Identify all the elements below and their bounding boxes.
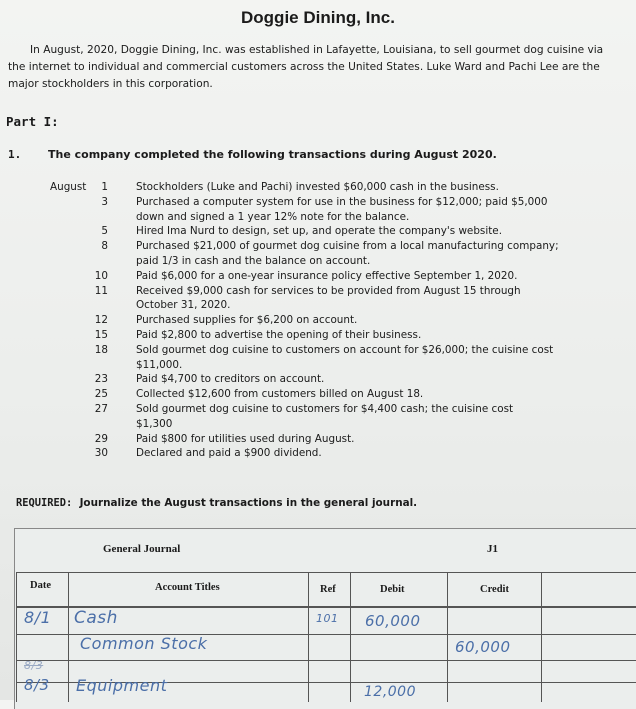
transaction-day: 29 [94, 432, 108, 445]
transaction-description: Collected $12,600 from customers billed on August 18. [136, 388, 424, 401]
transaction-day: 3 [101, 195, 108, 208]
column-date: Date [30, 580, 51, 591]
entry-1-date[interactable]: 8/1 [24, 608, 52, 627]
transaction-description: Purchased supplies for $6,200 on account. [136, 314, 358, 327]
transaction-description: $11,000. [136, 358, 183, 371]
transaction-day: 5 [101, 225, 108, 238]
transaction-day: 10 [94, 269, 108, 282]
transaction-description: Sold gourmet dog cuisine to customers on account for $26,000; the cuisine cost [136, 343, 554, 356]
intro-text: In August, 2020, Doggie Dining, Inc. was established in Lafayette, Louisiana, to sell gourmet dog cuisine via the internet to individual and commercial customers across the United States. Luke Ward and Pachi Lee are the major stockholders in this corporation. [8, 44, 604, 90]
journal-page-ref: J1 [487, 543, 498, 555]
transaction-description: Hired Ima Nurd to design, set up, and operate the company's website. [136, 225, 502, 238]
transaction-description: Paid $4,700 to creditors on account. [136, 373, 325, 386]
transaction-description: Declared and paid a $900 dividend. [136, 447, 322, 460]
question-number: 1. [8, 148, 22, 161]
transaction-description: Paid $6,000 for a one-year insurance policy effective September 1, 2020. [136, 269, 518, 282]
intro-paragraph [8, 42, 608, 93]
entry-3-account[interactable]: Equipment [76, 676, 168, 695]
transaction-description: Paid $800 for utilities used during August. [136, 432, 355, 445]
transaction-description: down and signed a 1 year 12% note for the balance. [136, 210, 410, 223]
question-text: The company completed the following transactions during August 2020. [48, 148, 497, 161]
transaction-description: paid 1/3 in cash and the balance on account. [136, 255, 371, 267]
transaction-day: 23 [94, 373, 108, 386]
transaction-description: Sold gourmet dog cuisine to customers for $4,400 cash; the cuisine cost [136, 403, 514, 415]
journal-title: General Journal [103, 543, 181, 555]
struck-date: 8/3 [24, 659, 44, 672]
column-debit: Debit [380, 584, 405, 595]
transaction-day: 11 [94, 284, 108, 297]
transaction-day: 18 [94, 343, 108, 356]
entry-2-account[interactable]: Common Stock [80, 634, 208, 653]
transaction-day: 25 [94, 388, 108, 401]
column-ref: Ref [320, 584, 336, 595]
transaction-day: 1 [101, 181, 108, 193]
required-instruction [16, 497, 417, 509]
transaction-description: October 31, 2020. [136, 299, 231, 312]
required-label: REQUIRED: [16, 497, 73, 509]
transaction-day: 27 [94, 403, 108, 415]
transaction-month: August [50, 181, 87, 193]
column-credit: Credit [480, 584, 509, 595]
entry-3-date[interactable]: 8/3 [24, 676, 50, 694]
journal-grid [10, 572, 636, 702]
entry-1-ref[interactable]: 101 [316, 612, 339, 625]
transaction-description: Purchased $21,000 of gourmet dog cuisine from a local manufacturing company; [136, 240, 559, 253]
transaction-description: Stockholders (Luke and Pachi) invested $60,000 cash in the business. [136, 181, 499, 193]
entry-1-debit[interactable]: 60,000 [365, 612, 421, 630]
part-label: Part I: [6, 114, 59, 129]
transaction-description: $1,300 [136, 417, 173, 430]
transaction-day: 12 [94, 314, 108, 327]
transaction-description: Received $9,000 cash for services to be provided from August 15 through [136, 284, 521, 297]
transaction-description: Purchased a computer system for use in the business for $12,000; paid $5,000 [136, 195, 548, 208]
entry-3-debit[interactable]: 12,000 [364, 684, 416, 700]
entry-1-account[interactable]: Cash [74, 608, 118, 628]
transaction-day: 30 [94, 447, 108, 460]
transaction-description: Paid $2,800 to advertise the opening of their business. [136, 329, 422, 341]
required-text: Journalize the August transactions in the general journal. [79, 497, 418, 509]
transaction-day: 15 [94, 329, 108, 341]
document-title: Doggie Dining, Inc. [241, 8, 395, 27]
transaction-day: 8 [101, 240, 108, 253]
column-account-titles: Account Titles [155, 582, 220, 593]
entry-2-credit[interactable]: 60,000 [455, 638, 511, 656]
